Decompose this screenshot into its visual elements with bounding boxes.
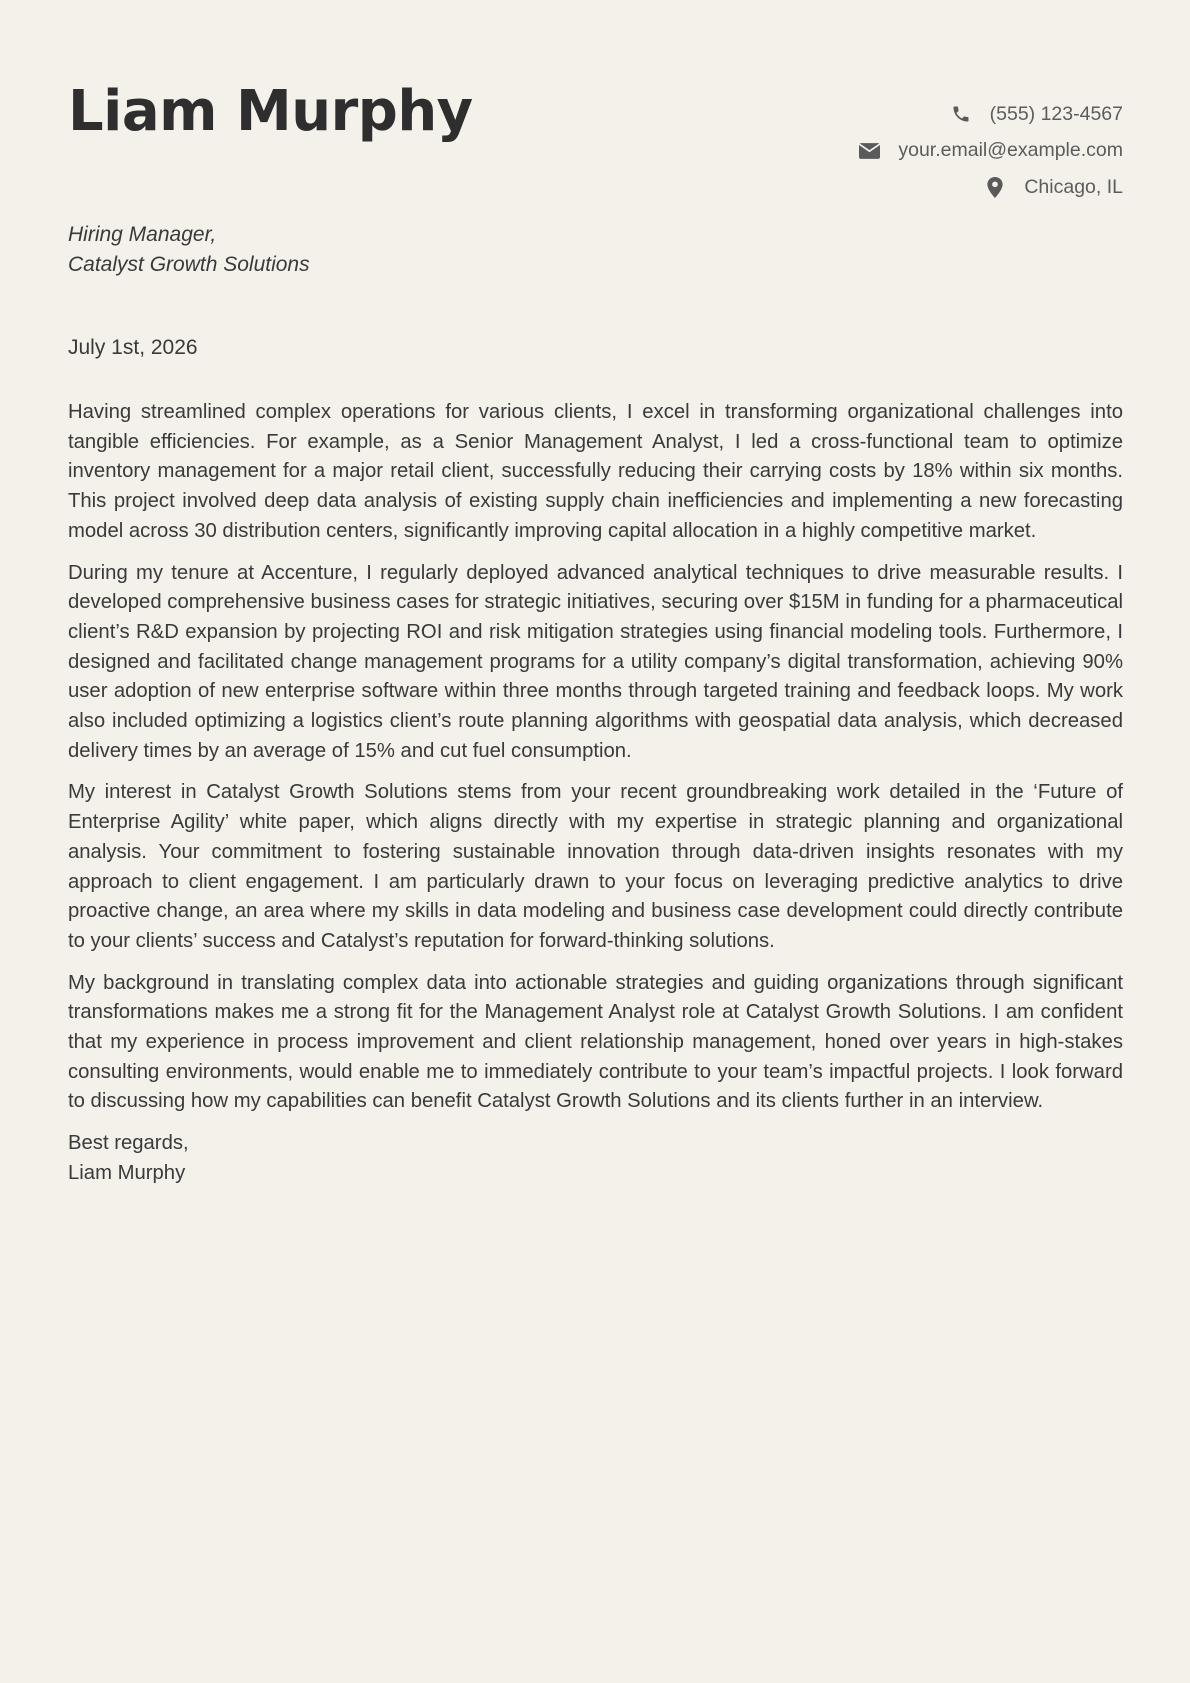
contact-location-row [858,169,1123,206]
map-pin-icon [984,176,1006,198]
recipient-title: Hiring Manager, [68,223,217,246]
contact-email[interactable]: your.email@example.com [898,139,1123,162]
recipient-company: Catalyst Growth Solutions [68,252,310,276]
body-paragraph: My background in translating complex data into actionable strategies and guiding organizations through significant transformations makes me a strong fit for the Management Analyst role at Catalyst Growth Solutions. I am confident that my experience in process improvement and client relationship management, honed over years in high-stakes consulting environments, would enable me to immediately contribute to your team’s impactful projects. I look forward to discussing how my capabilities can benefit Catalyst Growth Solutions and its clients further in an interview. [68,971,1123,1113]
contact-phone-row [858,96,1123,133]
phone-icon [950,103,972,125]
letter-body [68,398,1123,1189]
closing-block [68,1129,1123,1188]
body-paragraph: During my tenure at Accenture, I regularly deployed advanced analytical techniques to drive measurable results. I developed comprehensive business cases for strategic initiatives, securing over $15M in funding for a pharmaceutical client’s R&D expansion by projecting ROI and risk mitigation strategies using financial modeling tools. Furthermore, I designed and facilitated change management programs for a utility company’s digital transformation, achieving 90% user adoption of new enterprise software within three months through targeted training and feedback loops. My work also included optimizing a logistics client’s route planning algorithms with geospatial data analysis, which decreased delivery times by an average of 15% and cut fuel consumption. [68,561,1123,762]
applicant-name: Liam Murphy [68,79,473,144]
letter-date: July 1st, 2026 [68,336,198,359]
contact-phone: (555) 123-4567 [989,102,1123,125]
contact-email-row [858,133,1123,170]
contact-location: Chicago, IL [1024,175,1123,198]
closing-signature: Liam Murphy [68,1161,186,1184]
body-paragraph: My interest in Catalyst Growth Solutions stems from your recent groundbreaking work detailed in the ‘Future of Enterprise Agility’ white paper, which aligns directly with my expertise in strategic planning and organizational analysis. Your commitment to fostering sustainable innovation through data-driven insights resonates with my approach to client engagement. I am particularly drawn to your focus on leveraging predictive analytics to drive proactive change, an area where my skills in data modeling and business case development could directly contribute to your clients’ success and Catalyst’s reputation for forward-thinking solutions. [68,781,1123,952]
closing-salutation: Best regards, [68,1132,189,1155]
envelope-icon [858,140,880,162]
recipient-block [68,220,310,279]
contact-block [858,96,1123,206]
body-paragraph: Having streamlined complex operations for various clients, I excel in transforming organizational challenges into tangible efficiencies. For example, as a Senior Management Analyst, I led a cross-functional team to optimize inventory management for a major retail client, successfully reducing their carrying costs by 18% within six months. This project involved deep data analysis of existing supply chain inefficiencies and implementing a new forecasting model across 30 distribution centers, significantly improving capital allocation in a highly competitive market. [68,401,1123,542]
